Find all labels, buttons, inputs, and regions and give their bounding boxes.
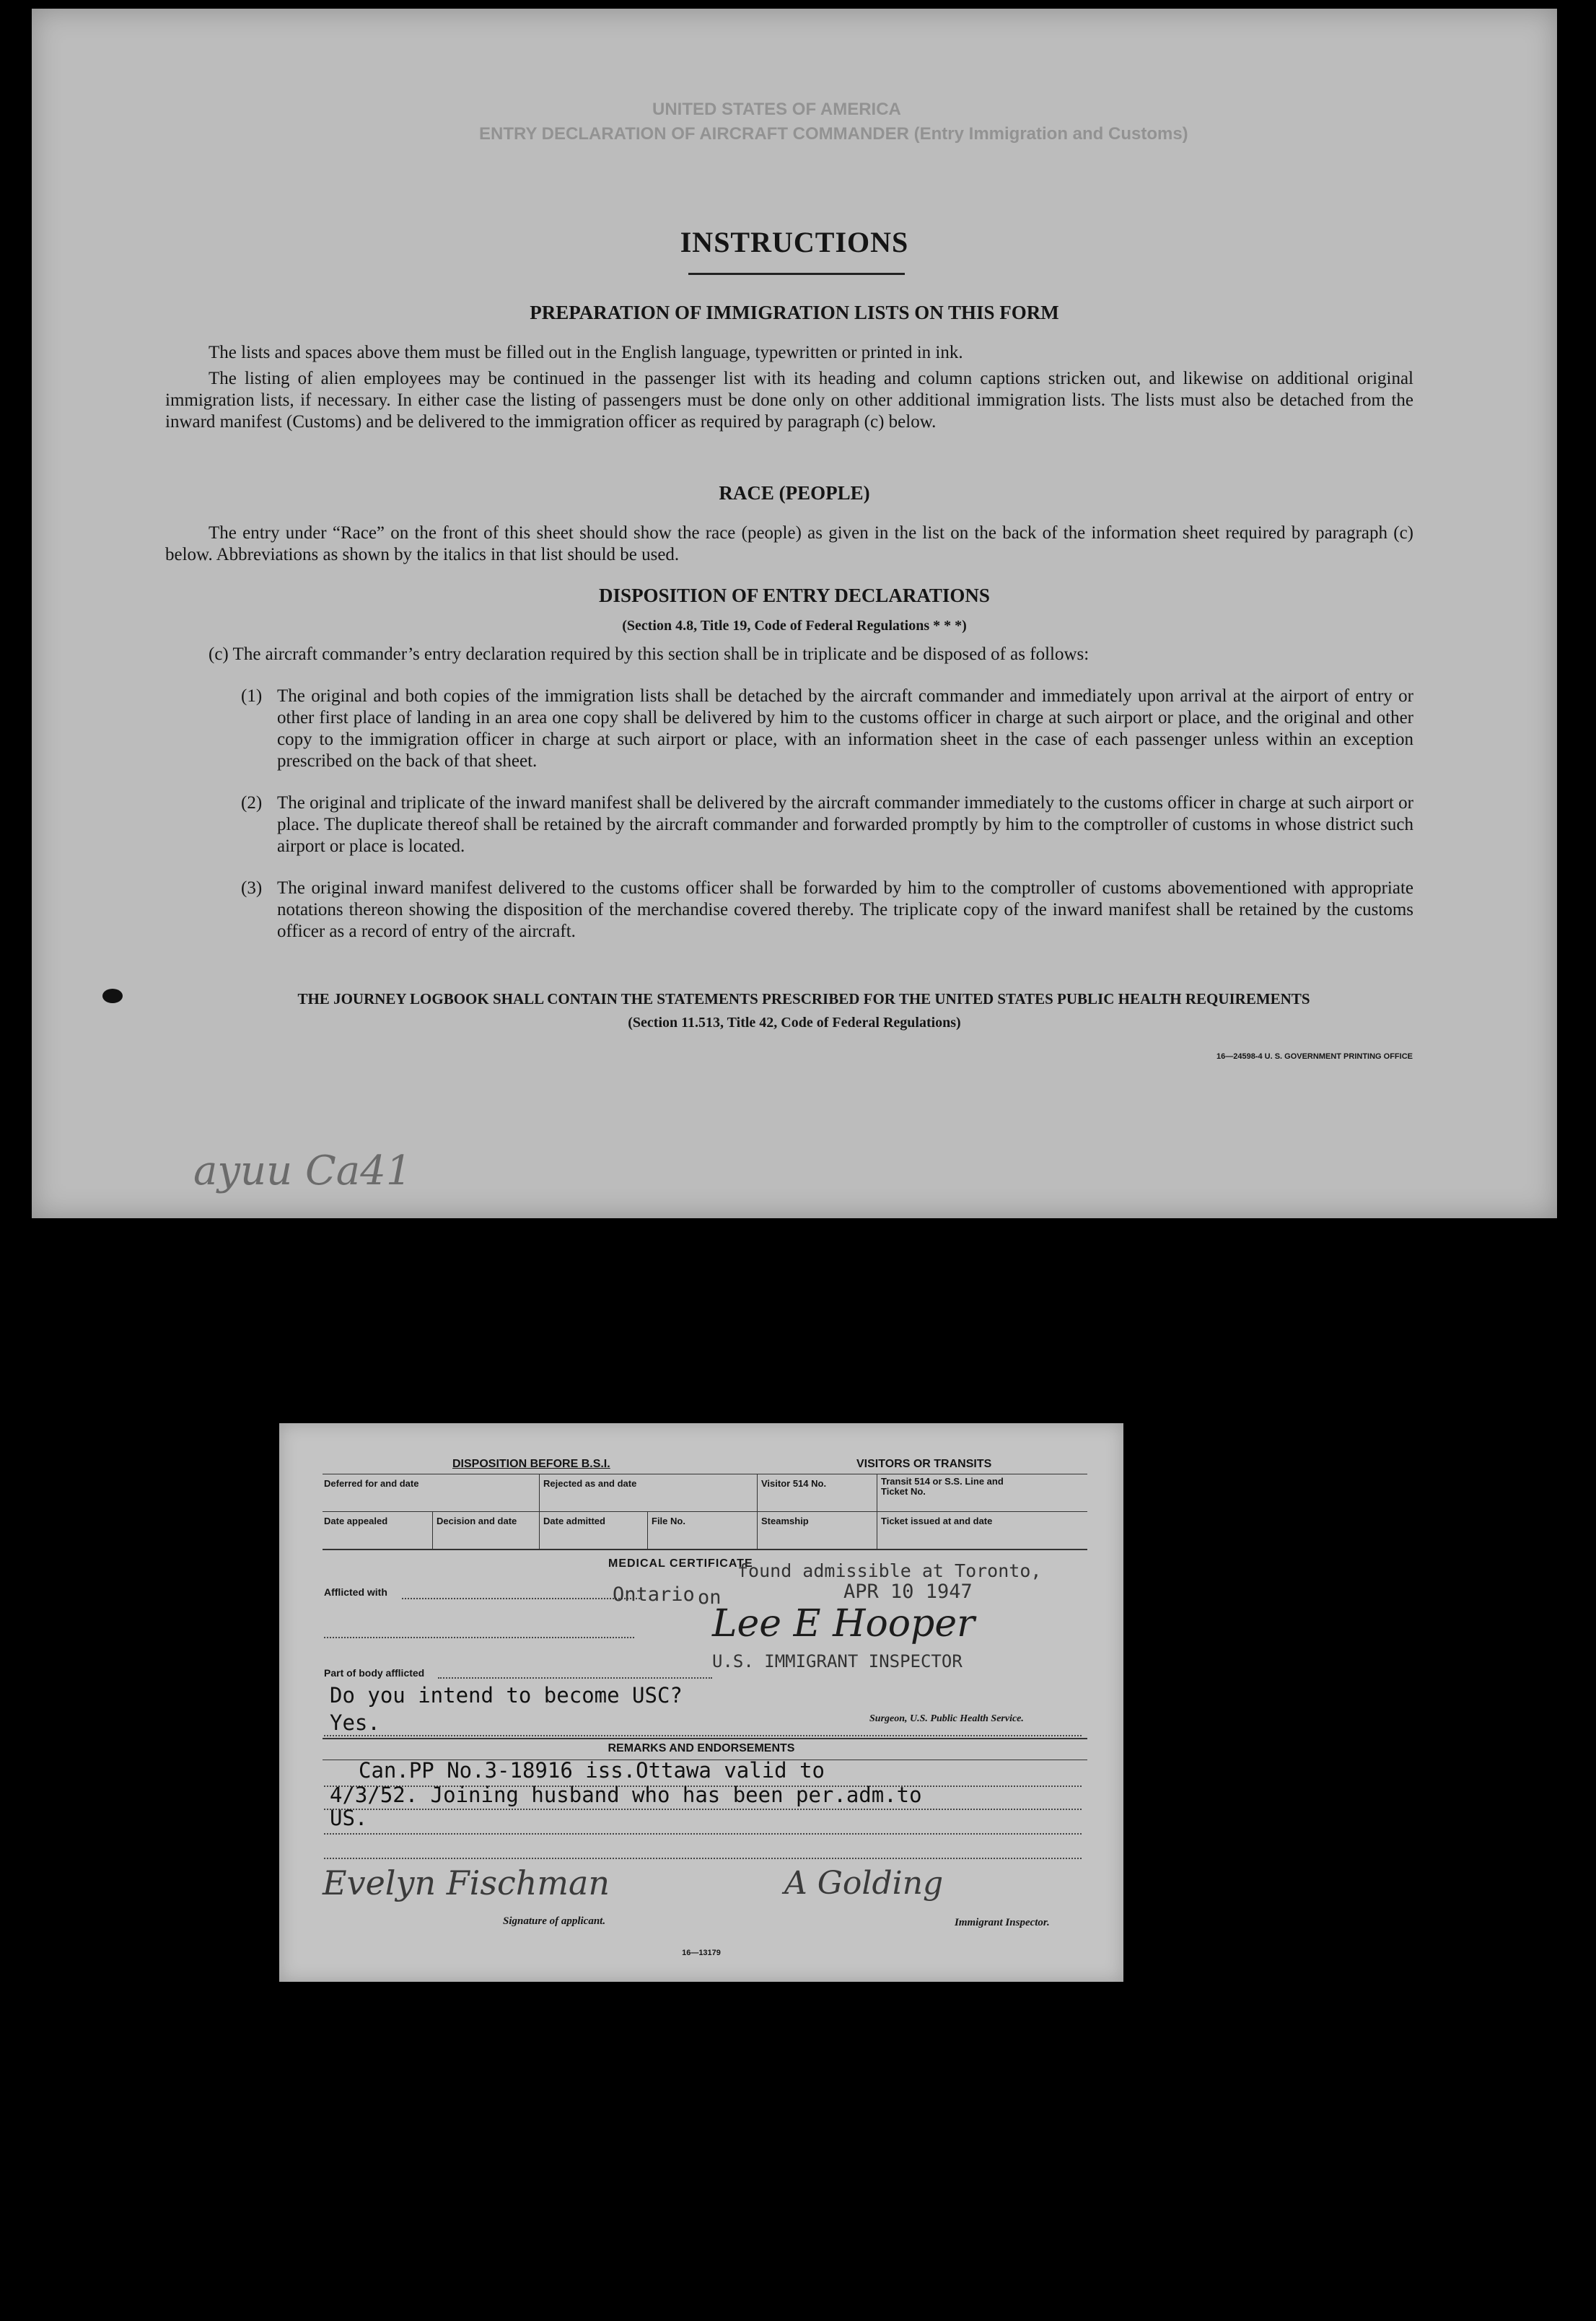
- list-item: [241, 686, 1413, 772]
- immigrant-inspector-stamp: U.S. IMMIGRANT INSPECTOR: [712, 1651, 963, 1671]
- surgeon-label: Surgeon, U.S. Public Health Service.: [869, 1713, 1024, 1724]
- grid-line: [323, 1738, 1087, 1739]
- footer-citation: (Section 11.513, Title 42, Code of Federal Regulations): [628, 1015, 961, 1031]
- immigration-card: [279, 1423, 1123, 1982]
- bleed-through-line-1: UNITED STATES OF AMERICA: [652, 100, 901, 119]
- grid-line: [323, 1549, 1087, 1550]
- visitors-caption: VISITORS OR TRANSITS: [856, 1458, 992, 1470]
- handwritten-note: ayuu Ca41: [193, 1148, 412, 1194]
- ink-blot: [102, 989, 123, 1003]
- paragraph-disposition-intro: (c) The aircraft commander’s entry declaration required by this section shall be in triplicate and be disposed of as follows:: [209, 644, 1089, 664]
- grid-line: [647, 1511, 648, 1549]
- list-item: [241, 792, 1413, 857]
- intent-question: Do you intend to become USC?: [330, 1683, 683, 1708]
- deferred-label: Deferred for and date: [324, 1478, 419, 1489]
- bleed-through-line-2: ENTRY DECLARATION OF AIRCRAFT COMMANDER (Entry Immigration and Customs): [479, 124, 1188, 144]
- medical-certificate-caption: MEDICAL CERTIFICATE: [608, 1557, 753, 1570]
- file-no-label: File No.: [652, 1516, 685, 1526]
- title-underline: [688, 273, 905, 275]
- list-item-text: The original and both copies of the immigration lists shall be detached by the aircraft commander and immediately upon arrival at the airport of entry or other first place of landing in an area one copy shall be delivered by him to the customs officer in charge at such airport or place, and the original and other copy to the immigration officer in charge at such airport or place, with an information sheet in the case of each passenger unless within an exception prescribed on the back of that sheet.: [277, 686, 1413, 771]
- printing-office-code: 16—24598-4 U. S. GOVERNMENT PRINTING OFFICE: [1216, 1052, 1413, 1061]
- paragraph-race: The entry under “Race” on the front of this sheet should show the race (people) as given in the list on the back of the information sheet required by paragraph (c) below. Abbreviations as shown by the italics in that list should be used.: [165, 523, 1413, 564]
- date-admitted-label: Date admitted: [543, 1516, 605, 1526]
- page-title: INSTRUCTIONS: [680, 226, 909, 258]
- remarks-line-1: Can.PP No.3-18916 iss.Ottawa valid to: [359, 1758, 825, 1783]
- list-item: [241, 878, 1413, 943]
- date-appealed-label: Date appealed: [324, 1516, 388, 1526]
- applicant-label: Signature of applicant.: [503, 1915, 606, 1927]
- section-heading-race: RACE (PEOPLE): [719, 482, 870, 504]
- admission-place: Ontario: [613, 1583, 695, 1606]
- immigrant-inspector-label: Immigrant Inspector.: [955, 1917, 1050, 1928]
- fill-line: [324, 1735, 1082, 1736]
- visitor-514-label: Visitor 514 No.: [761, 1478, 827, 1489]
- disposition-caption: DISPOSITION BEFORE B.S.I.: [452, 1458, 610, 1470]
- list-item-number: (1): [241, 686, 263, 706]
- grid-line: [432, 1511, 433, 1549]
- afflicted-label: Afflicted with: [324, 1586, 387, 1598]
- remarks-line-2: 4/3/52. Joining husband who has been per.adm.to: [330, 1783, 922, 1807]
- admission-date: APR 10 1947: [843, 1581, 973, 1603]
- fill-line: [324, 1833, 1082, 1835]
- footer-requirements: THE JOURNEY LOGBOOK SHALL CONTAIN THE STATEMENTS PRESCRIBED FOR THE UNITED STATES PUBLIC HEALTH REQUIREMENTS: [297, 990, 1310, 1007]
- admission-stamp-line: found admissible at Toronto,: [737, 1560, 1042, 1581]
- grid-line: [323, 1511, 1087, 1512]
- form-code: 16—13179: [682, 1949, 721, 1957]
- section-citation: (Section 4.8, Title 19, Code of Federal Regulations * * *): [622, 618, 967, 634]
- fill-line: [324, 1858, 1082, 1859]
- immigrant-inspector-signature: A Golding: [784, 1865, 944, 1902]
- fill-line: [324, 1809, 1082, 1810]
- instructions-sheet: [32, 9, 1557, 1218]
- fill-line: [402, 1598, 640, 1599]
- list-item-number: (2): [241, 793, 263, 813]
- grid-line: [539, 1474, 540, 1549]
- decision-label: Decision and date: [437, 1516, 517, 1526]
- paragraph-alien-employees: The listing of alien employees may be continued in the passenger list with its heading and column captions stricken out, and likewise on additional original immigration lists, if necessary. In either case the listing of passengers must be done only on other additional immigration lists. The lists must also be detached from the inward manifest (Customs) and be delivered to the immigration officer as required by paragraph (c) below.: [165, 369, 1413, 432]
- remarks-caption: REMARKS AND ENDORSEMENTS: [608, 1742, 795, 1754]
- section-heading-preparation: PREPARATION OF IMMIGRATION LISTS ON THIS FORM: [530, 302, 1059, 323]
- fill-line: [438, 1677, 712, 1679]
- inspector-signature: Lee E Hooper: [712, 1602, 975, 1645]
- steamship-label: Steamship: [761, 1516, 809, 1526]
- intent-answer: Yes.: [330, 1710, 380, 1735]
- list-item-text: The original inward manifest delivered to the customs officer shall be forwarded by him to the comptroller of customs abovementioned with appropriate notations thereon showing the disposition of the merchandise covered thereby. The triplicate copy of the inward manifest shall be retained by the customs officer as a record of entry of the aircraft.: [277, 878, 1413, 941]
- admission-on: on: [698, 1586, 722, 1609]
- paragraph-english-language: The lists and spaces above them must be filled out in the English language, typewritten or printed in ink.: [209, 343, 963, 362]
- grid-line: [757, 1474, 758, 1549]
- applicant-signature: Evelyn Fischman: [323, 1863, 610, 1902]
- rejected-label: Rejected as and date: [543, 1478, 637, 1489]
- remarks-line-3: US.: [330, 1806, 368, 1830]
- ticket-issued-label: Ticket issued at and date: [881, 1516, 993, 1526]
- section-heading-disposition: DISPOSITION OF ENTRY DECLARATIONS: [599, 585, 990, 606]
- fill-line: [324, 1637, 634, 1638]
- part-of-body-label: Part of body afflicted: [324, 1667, 425, 1679]
- list-item-text: The original and triplicate of the inward manifest shall be delivered by the aircraft commander immediately to the customs officer in charge at such airport or place. The duplicate thereof shall be retained by the aircraft commander and forwarded promptly by him to the comptroller of customs in whose district such airport or place is located.: [277, 793, 1413, 856]
- list-item-number: (3): [241, 878, 263, 898]
- transit-514-label: Transit 514 or S.S. Line and Ticket No.: [881, 1476, 1004, 1497]
